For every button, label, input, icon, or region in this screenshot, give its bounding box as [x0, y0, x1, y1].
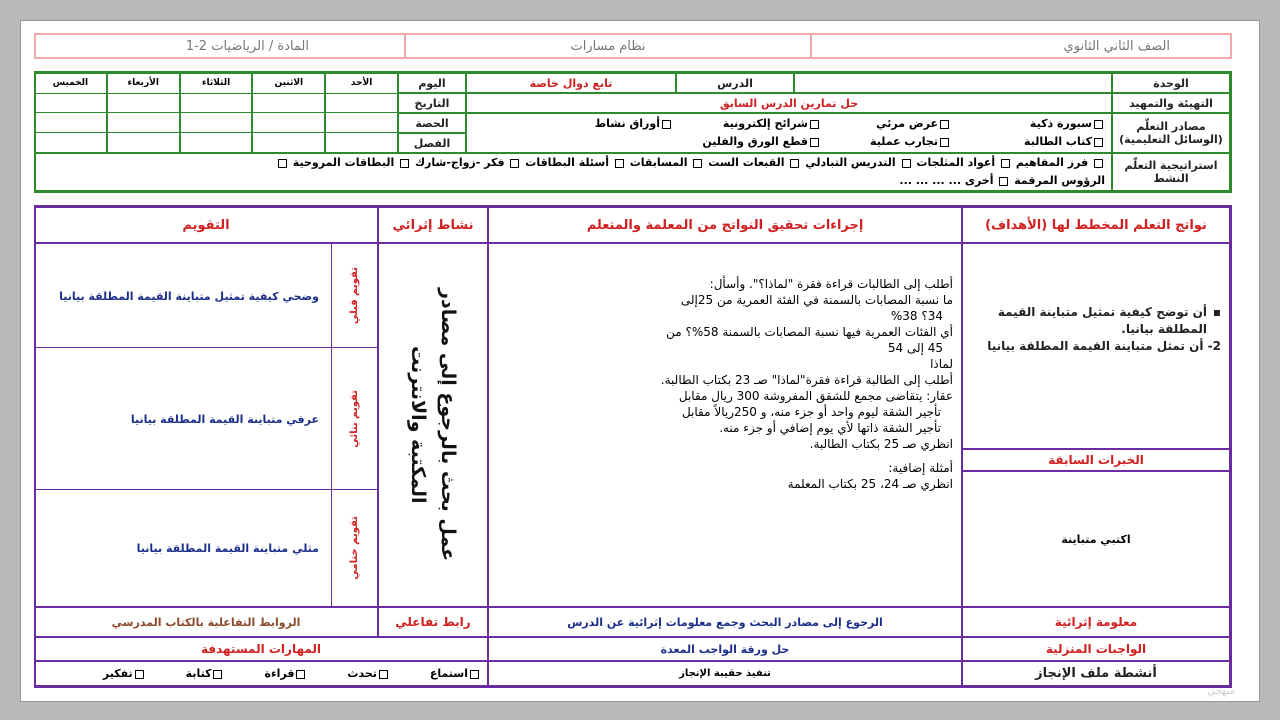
strategy-item[interactable]: أخرى ... ... ... ... [899, 174, 994, 187]
checkbox-icon[interactable] [790, 159, 799, 168]
procedure-line: 34؟ 38% [890, 309, 943, 323]
procedures-header: إجراءات تحقيق النواتج من المعلمة والمتعلم [488, 207, 962, 243]
eval-text: مثلي متباينة القيمة المطلقة بيانيا [136, 541, 319, 555]
checkbox-icon[interactable] [662, 120, 671, 129]
objectives-header: نواتج التعلم المخطط لها (الأهداف) [962, 207, 1230, 243]
procedure-line: أطلب إلى الطالبات قراءة فقرة "لماذا؟". وأسأل: [709, 277, 953, 291]
homework-value: حل ورقة الواجب المعدة [488, 637, 962, 661]
procedure-line: عقار: يتقاضى مجمع للشقق المفروشة 300 ريال مقابل [678, 389, 953, 403]
day-col [180, 73, 253, 153]
day-col [325, 73, 398, 153]
activity-text: عمل بحث بالرجوع إلى مصادر المكتبة والانترنت [407, 288, 459, 562]
period-cell[interactable] [108, 113, 179, 133]
date-cell[interactable] [253, 94, 324, 114]
checkbox-icon[interactable] [470, 670, 479, 679]
strategy-item[interactable]: فكر -زواج-شارك [415, 156, 521, 169]
strategy-item[interactable]: فرز المفاهيم [1016, 156, 1105, 169]
checkbox-icon[interactable] [940, 120, 949, 129]
day-name: الخميس [35, 74, 106, 94]
resource-item[interactable]: أوراق نشاط [595, 117, 673, 130]
procedure-line: أي الفئات العمرية فيها نسبة المصابات بالسمنة 58%؟ من [666, 325, 953, 339]
lesson-label: الدرس [676, 73, 794, 93]
lesson-value: تابع دوال خاصة [466, 73, 676, 93]
date-cell[interactable] [108, 94, 179, 114]
day-name: الاثنين [253, 74, 324, 94]
watermark-logo: منهجي [1207, 686, 1235, 697]
checkbox-icon[interactable] [810, 138, 819, 147]
resources-list [466, 113, 1112, 153]
procedure-line: 45 إلى 54 [887, 341, 943, 355]
checkbox-icon[interactable] [940, 138, 949, 147]
lesson-main-grid [34, 205, 1232, 688]
objective-item: 2- أن تمثل متباينة القيمة المطلقة بيانيا [987, 339, 1221, 353]
portfolio-label: أنشطة ملف الإنجاز [962, 661, 1230, 686]
checkbox-icon[interactable] [213, 670, 222, 679]
procedure-line: انظري صـ 24، 25 بكتاب المعلمة [787, 477, 953, 491]
class-cell[interactable] [253, 133, 324, 152]
resource-item[interactable]: قطع الورق والفلين [702, 135, 821, 148]
skill-item[interactable]: قراءة [264, 667, 307, 680]
class-cell[interactable] [35, 133, 106, 152]
strategies-list [34, 153, 1112, 191]
resource-item[interactable]: كتاب الطالبة [1024, 135, 1105, 148]
period-label: الحصة [398, 113, 466, 133]
checkbox-icon[interactable] [902, 159, 911, 168]
procedure-line: تأجير الشقة ليوم واحد أو جزء منه، و 250ريالاً مقابل [681, 405, 941, 419]
day-name: الأربعاء [108, 74, 179, 94]
period-cell[interactable] [35, 113, 106, 133]
class-cell[interactable] [326, 133, 397, 152]
subject-label: المادة / الرياضيات 2-1 [185, 38, 309, 54]
strategy-item[interactable]: المسابقات [630, 156, 705, 169]
strategy-item[interactable]: أعواد المثلجات [916, 156, 1012, 169]
eval-text: عرفي متباينة القيمة المطلقة بيانيا [130, 412, 319, 426]
day-grid [34, 73, 398, 153]
procedure-line: انظري صـ 25 بكتاب الطالبة. [809, 437, 953, 451]
checkbox-icon[interactable] [1094, 138, 1103, 147]
homework-label: الواجبات المنزلية [962, 637, 1230, 661]
eval-row [35, 244, 377, 348]
evaluation-cell [34, 243, 378, 607]
enrich-value: الرجوع إلى مصادر البحث وجمع معلومات إثرائية عن الدرس [488, 607, 962, 637]
day-col [34, 73, 107, 153]
interactive-value[interactable]: الروابط التفاعلية بالكتاب المدرسي [34, 607, 378, 637]
class-cell[interactable] [108, 133, 179, 152]
strategies-line-2 [899, 174, 1105, 187]
class-label: الفصل [398, 133, 466, 153]
strategy-item[interactable]: الرؤوس المرقمة [997, 174, 1105, 187]
checkbox-icon[interactable] [810, 120, 819, 129]
date-label: التاريخ [398, 93, 466, 113]
checkbox-icon[interactable] [296, 670, 305, 679]
date-cell[interactable] [35, 94, 106, 114]
bullet-icon: ▪ [1212, 305, 1221, 319]
skill-item[interactable]: تفكير [103, 667, 146, 680]
checkbox-icon[interactable] [615, 159, 624, 168]
strategy-item[interactable]: التدريس التبادلي [805, 156, 912, 169]
strategy-item[interactable]: القبعات الست [708, 156, 801, 169]
day-col [252, 73, 325, 153]
skills-list [34, 661, 488, 686]
objective-item: ▪ أن توضح كيفية تمثيل متباينة القيمة المطلقة بيانيا. [997, 305, 1221, 336]
checkbox-icon[interactable] [999, 177, 1008, 186]
procedure-line: لماذا [930, 357, 953, 371]
procedure-line: تأجير الشقة ذاتها لأي يوم إضافي أو جزء منه. [719, 421, 941, 435]
strategy-item[interactable]: أسئلة البطاقات [525, 156, 626, 169]
strategies-line-1 [276, 156, 1105, 169]
prior-knowledge-header: الخبرات السابقة [962, 449, 1230, 471]
objectives-cell [962, 243, 1230, 449]
eval-type: تقويم ختامي [331, 490, 377, 606]
resource-item[interactable]: سبورة ذكية [1030, 117, 1105, 130]
class-cell[interactable] [181, 133, 252, 152]
eval-type: تقويم بنائي [331, 348, 377, 490]
interactive-label: رابط تفاعلي [378, 607, 488, 637]
checkbox-icon[interactable] [400, 159, 409, 168]
day-name: الثلاثاء [181, 74, 252, 94]
intro-value: حل تمارين الدرس السابق [466, 93, 1112, 113]
header-strip [34, 33, 1232, 59]
eval-row [35, 348, 377, 490]
checkbox-icon[interactable] [278, 159, 287, 168]
activity-cell [378, 243, 488, 607]
day-label: اليوم [398, 73, 466, 93]
grade-label: الصف الثاني الثانوي [810, 35, 1230, 57]
eval-text: وضحي كيفية تمثيل متباينة القيمة المطلقة بيانيا [59, 289, 319, 303]
checkbox-icon[interactable] [1001, 159, 1010, 168]
checkbox-icon[interactable] [379, 670, 388, 679]
checkbox-icon[interactable] [135, 670, 144, 679]
procedure-line [497, 452, 953, 460]
checkbox-icon[interactable] [510, 159, 519, 168]
checkbox-icon[interactable] [1094, 120, 1103, 129]
enrich-label: معلومة إثرائية [962, 607, 1230, 637]
skills-label: المهارات المستهدفة [34, 637, 488, 661]
procedure-line: أطلب إلى الطالبة قراءة فقرة"لماذا" صـ 23 بكتاب الطالبة. [660, 373, 953, 387]
evaluation-header: التقويم [34, 207, 378, 243]
resource-item[interactable]: تجارب عملية [870, 135, 951, 148]
skill-item[interactable]: كتابة [186, 667, 225, 680]
date-cell[interactable] [181, 94, 252, 114]
system-label: نظام مسارات [404, 35, 810, 57]
date-cell[interactable] [326, 94, 397, 114]
strategy-item[interactable]: البطاقات المروحية [276, 156, 411, 169]
lesson-info-grid [34, 71, 1232, 193]
period-cell[interactable] [326, 113, 397, 133]
resources-label: مصادر التعلّم (الوسائل التعليمية) [1112, 113, 1230, 153]
procedure-line: أمثلة إضافية: [888, 461, 953, 475]
checkbox-icon[interactable] [693, 159, 702, 168]
procedure-line: ما نسبة المصابات بالسمنة في الفئة العمرية من 25إلى [680, 293, 953, 307]
checkbox-icon[interactable] [1094, 159, 1103, 168]
strategy-label: استراتيجية التعلّم النشط [1112, 153, 1230, 191]
lesson-plan-page [20, 20, 1260, 702]
skill-item[interactable]: استماع [430, 667, 481, 680]
period-cell[interactable] [181, 113, 252, 133]
resource-item[interactable]: شرائح إلكترونية [723, 117, 821, 130]
unit-label: الوحدة [1112, 73, 1230, 93]
day-name: الأحد [326, 74, 397, 94]
resource-item[interactable]: عرض مرئي [876, 117, 951, 130]
skill-item[interactable]: تحدث [347, 667, 389, 680]
portfolio-value: تنفيذ حقيبة الإنجاز [488, 661, 962, 686]
prior-knowledge-value: اكتبي متباينة [962, 471, 1230, 607]
day-col [107, 73, 180, 153]
intro-label: التهيئة والتمهيد [1112, 93, 1230, 113]
eval-type: تقويم قبلي [331, 244, 377, 348]
eval-row [35, 490, 377, 606]
period-cell[interactable] [253, 113, 324, 133]
unit-value[interactable] [794, 73, 1112, 93]
procedures-cell [488, 243, 962, 607]
activity-header: نشاط إثرائي [378, 207, 488, 243]
